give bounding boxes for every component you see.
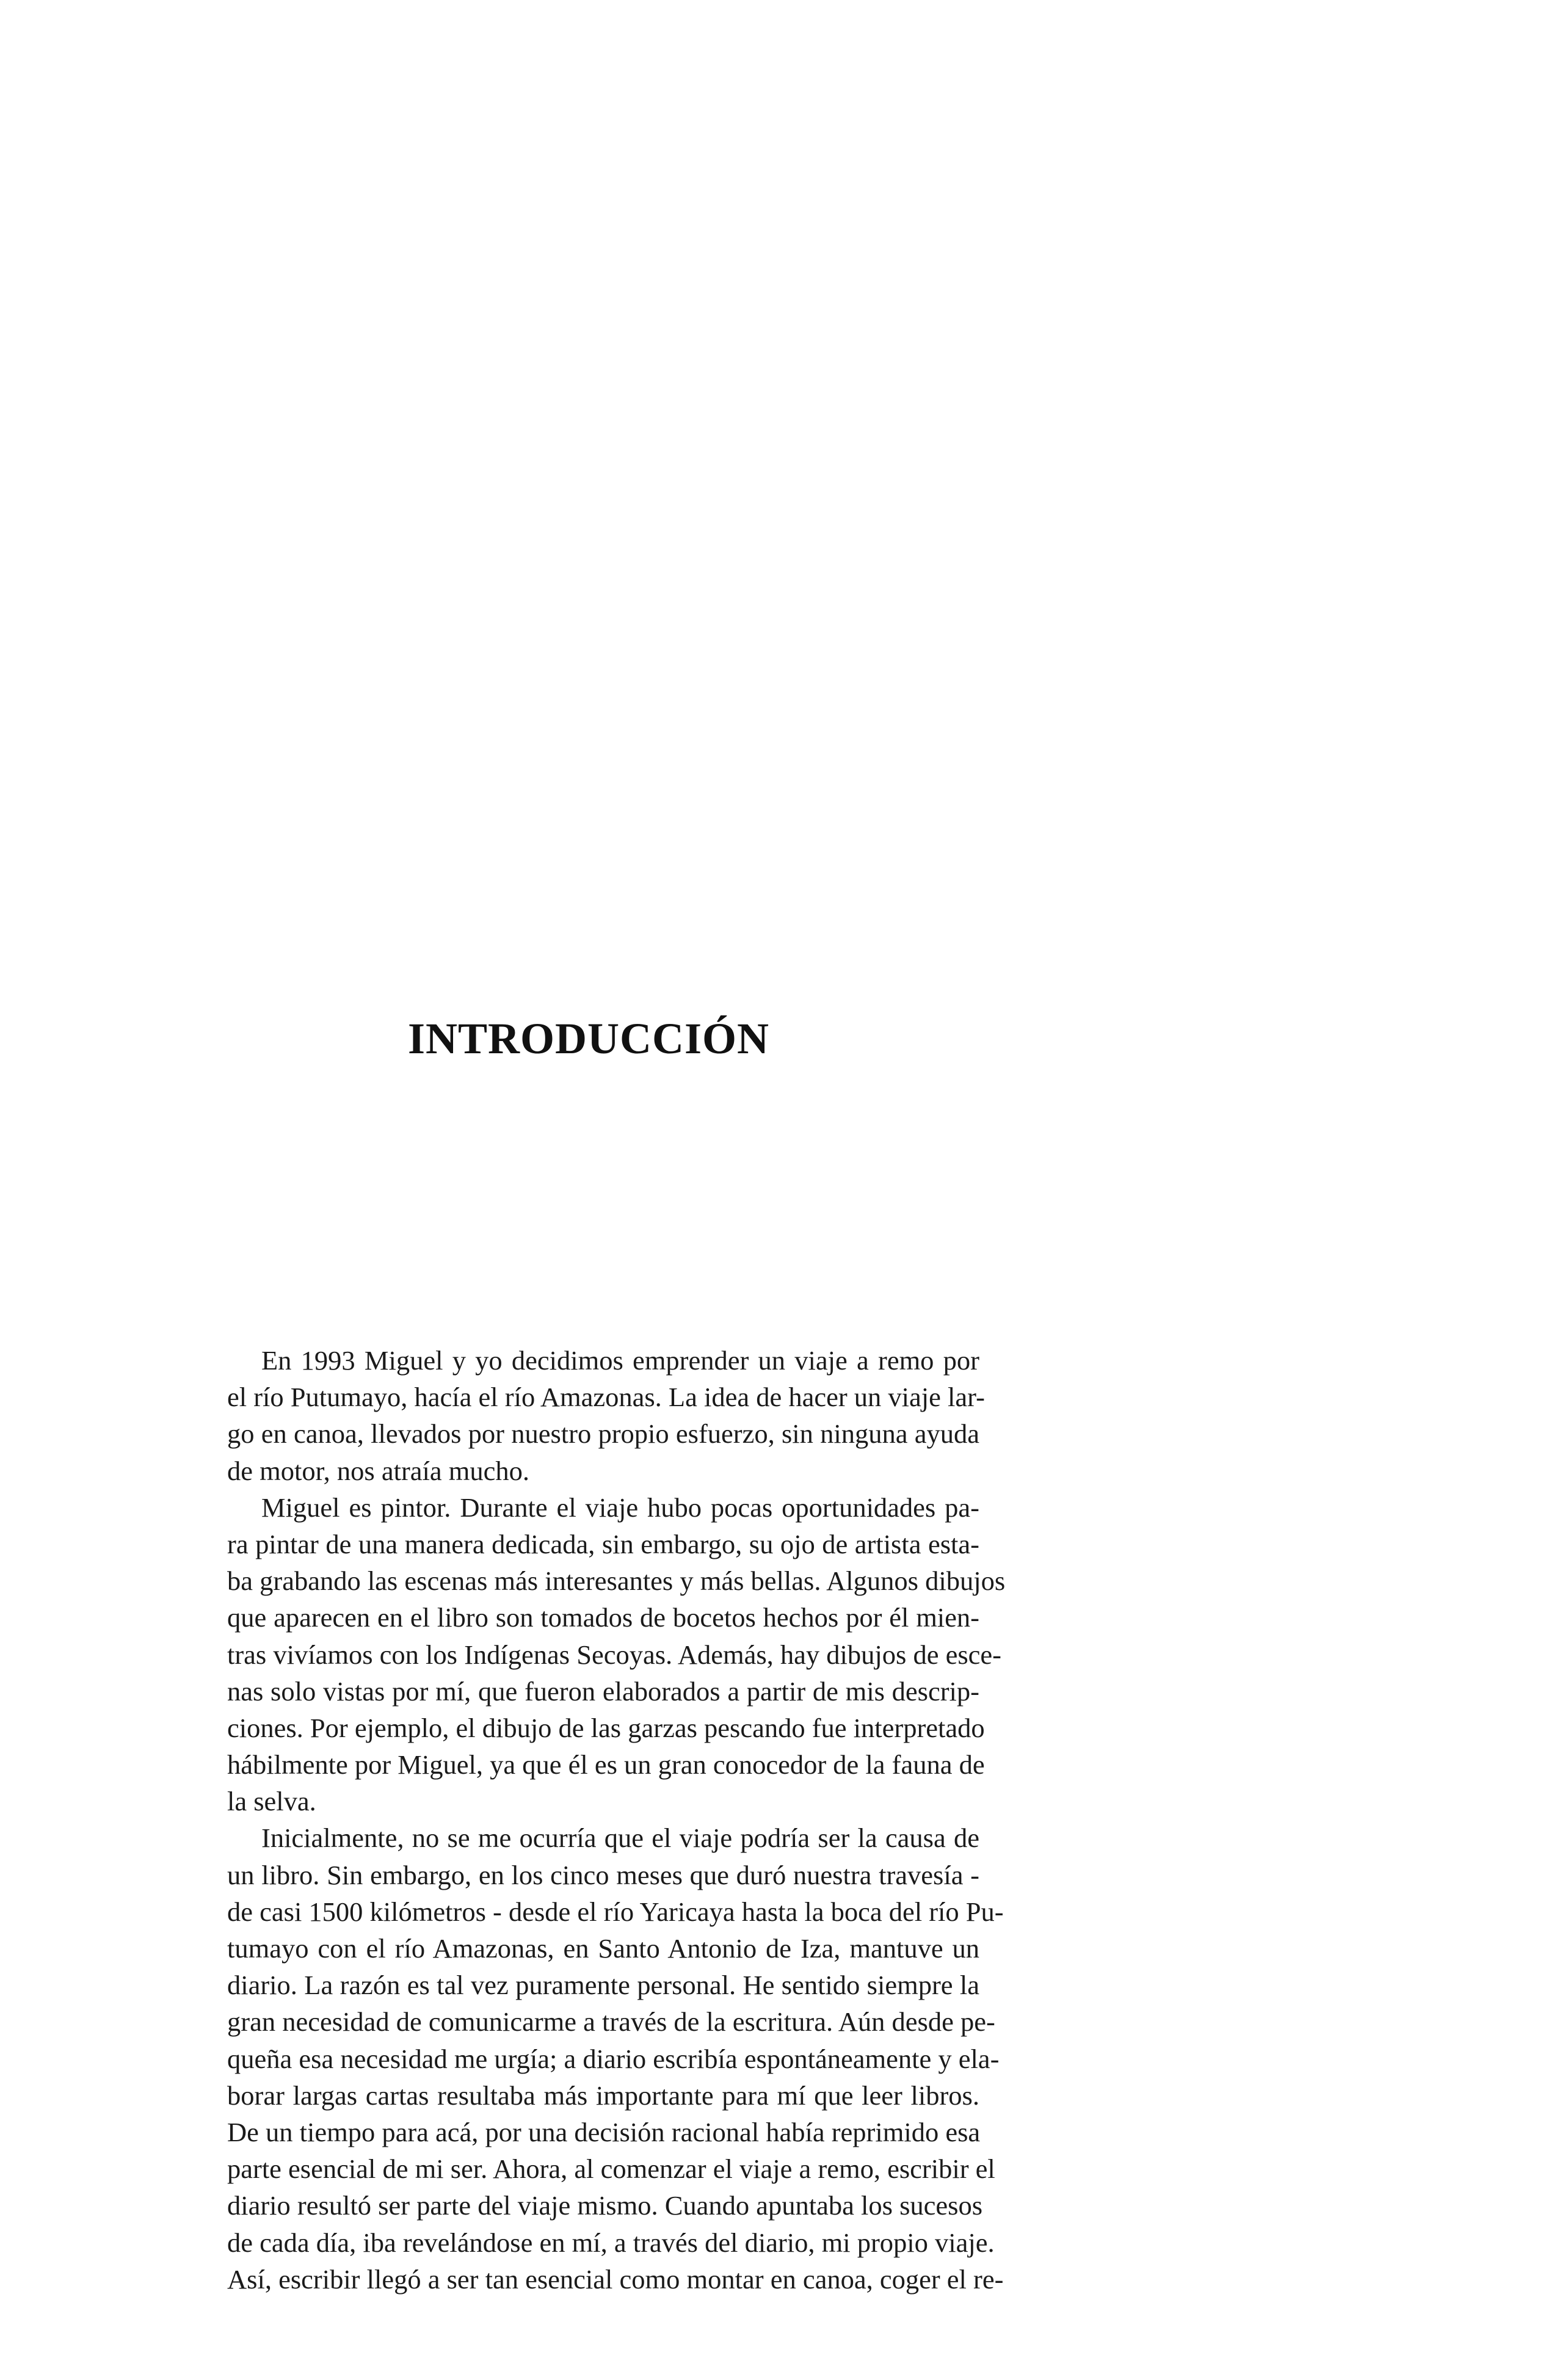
text-line: diario. La razón es tal vez puramente personal. He sentido siempre la [227, 1970, 979, 2001]
text-line: Inicialmente, no se me ocurría que el viaje podría ser la causa de [261, 1823, 979, 1854]
text-line: un libro. Sin embargo, en los cinco meses que duró nuestra travesía - [227, 1859, 979, 1890]
text-line: de motor, nos atraía mucho. [227, 1455, 529, 1486]
text-line: Así, escribir llegó a ser tan esencial como montar en canoa, coger el re- [227, 2263, 1004, 2295]
text-line: ciones. Por ejemplo, el dibujo de las garzas pescando fue interpretado [227, 1712, 985, 1743]
text-line: go en canoa, llevados por nuestro propio esfuerzo, sin ninguna ayuda [227, 1418, 979, 1449]
text-line: el río Putumayo, hacía el río Amazonas. La idea de hacer un viaje lar- [227, 1382, 985, 1413]
text-line: tras vivíamos con los Indígenas Secoyas. Además, hay dibujos de esce- [227, 1639, 1001, 1670]
text-line: diario resultó ser parte del viaje mismo. Cuando apuntaba los sucesos [227, 2190, 983, 2221]
text-line: ra pintar de una manera dedicada, sin embargo, su ojo de artista esta- [227, 1528, 979, 1559]
text-line: tumayo con el río Amazonas, en Santo Antonio de Iza, mantuve un [227, 1933, 979, 1964]
paragraph [227, 1819, 1004, 2297]
text-line: Miguel es pintor. Durante el viaje hubo pocas oportunidades pa- [261, 1492, 979, 1523]
body-text [227, 1342, 1006, 2298]
text-line: queña esa necesidad me urgía; a diario escribía espontáneamente y ela- [227, 2043, 1000, 2074]
text-line: borar largas cartas resultaba más importante para mí que leer libros. [227, 2080, 979, 2111]
paragraph [227, 1342, 985, 1489]
text-line: hábilmente por Miguel, ya que él es un gran conocedor de la fauna de [227, 1749, 985, 1780]
text-line: de cada día, iba revelándose en mí, a través del diario, mi propio viaje. [227, 2227, 995, 2258]
text-line: En 1993 Miguel y yo decidimos emprender un viaje a remo por [261, 1345, 979, 1376]
text-line: De un tiempo para acá, por una decisión racional había reprimido esa [227, 2116, 981, 2147]
text-line: ba grabando las escenas más interesantes y más bellas. Algunos dibujos [227, 1566, 1006, 1597]
text-line: de casi 1500 kilómetros - desde el río Yaricaya hasta la boca del río Pu- [227, 1896, 1004, 1927]
text-line: que aparecen en el libro son tomados de bocetos hechos por él mien- [227, 1602, 979, 1633]
chapter-title: INTRODUCCIÓN [408, 1014, 770, 1063]
paragraph [227, 1489, 1006, 1820]
text-line: nas solo vistas por mí, que fueron elaborados a partir de mis descrip- [227, 1675, 979, 1707]
text-line: la selva. [227, 1786, 316, 1817]
text-line: parte esencial de mi ser. Ahora, al comenzar el viaje a remo, escribir el [227, 2153, 995, 2185]
text-line: gran necesidad de comunicarme a través de la escritura. Aún desde pe- [227, 2006, 995, 2037]
